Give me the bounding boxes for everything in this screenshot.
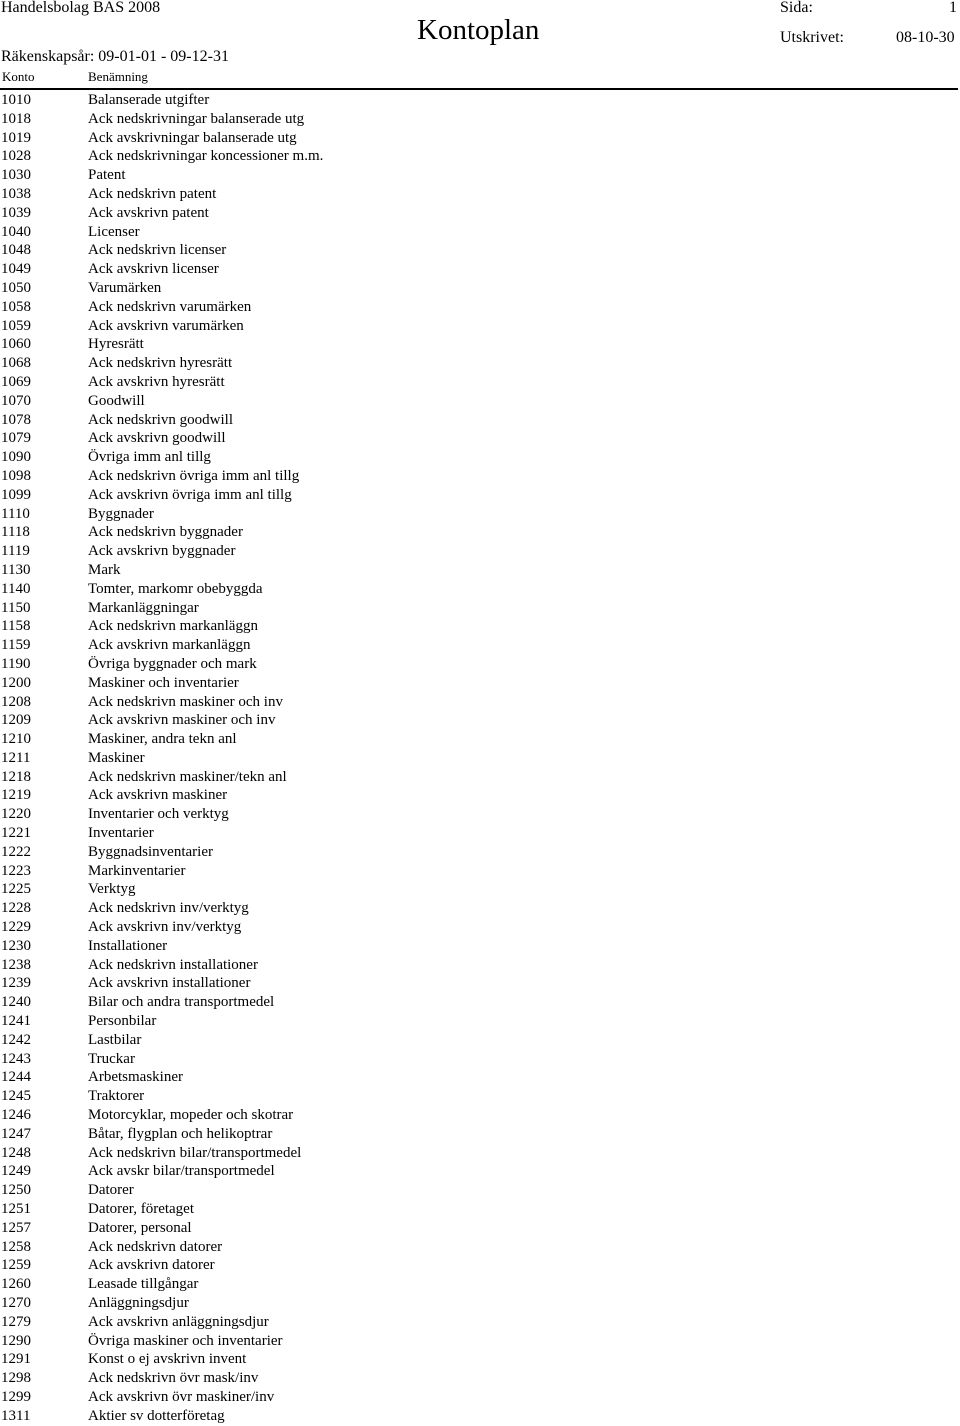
account-code: 1079 (1, 430, 31, 447)
account-row (0, 1238, 960, 1257)
account-row (0, 786, 960, 805)
account-name: Maskiner och inventarier (88, 674, 239, 691)
account-code: 1279 (1, 1313, 31, 1330)
account-row (0, 317, 960, 336)
account-row (0, 185, 960, 204)
account-name: Ack avskr bilar/transportmedel (88, 1163, 275, 1180)
account-row (0, 768, 960, 787)
account-code: 1222 (1, 843, 31, 860)
account-name: Traktorer (88, 1088, 145, 1105)
account-name: Ack nedskrivn datorer (88, 1238, 223, 1255)
account-code: 1250 (1, 1182, 31, 1199)
account-code: 1028 (1, 148, 31, 165)
account-row (0, 974, 960, 993)
account-name: Verktyg (88, 881, 136, 898)
account-code: 1070 (1, 392, 31, 409)
account-code: 1291 (1, 1351, 31, 1368)
account-code: 1246 (1, 1107, 31, 1124)
account-name: Inventarier och verktyg (88, 806, 229, 823)
account-row (0, 1031, 960, 1050)
account-name: Datorer, personal (88, 1219, 192, 1236)
account-name: Aktier sv dotterföretag (88, 1407, 225, 1424)
account-name: Patent (88, 167, 126, 184)
account-name: Ack nedskrivningar koncessioner m.m. (88, 148, 324, 165)
account-name: Lastbilar (88, 1031, 142, 1048)
account-row (0, 1407, 960, 1426)
account-row (0, 880, 960, 899)
account-code: 1038 (1, 185, 31, 202)
account-row (0, 1219, 960, 1238)
account-name: Anläggningsdjur (88, 1295, 189, 1311)
account-code: 1210 (1, 731, 31, 748)
account-name: Licenser (88, 223, 140, 240)
account-code: 1209 (1, 712, 31, 729)
account-row (0, 674, 960, 693)
account-row (0, 1144, 960, 1163)
account-code: 1270 (1, 1295, 31, 1311)
account-row (0, 1200, 960, 1219)
account-name: Maskiner (88, 749, 145, 766)
account-row (0, 279, 960, 298)
account-row (0, 1087, 960, 1106)
account-name: Ack nedskrivningar balanserade utg (88, 110, 305, 127)
printed-date-label: Utskrivet: (780, 29, 844, 46)
account-code: 1242 (1, 1031, 31, 1048)
account-code: 1257 (1, 1219, 31, 1236)
account-row (0, 166, 960, 185)
account-code: 1048 (1, 242, 31, 259)
account-code: 1010 (1, 92, 31, 108)
account-code: 1030 (1, 167, 31, 184)
account-code: 1119 (1, 543, 30, 560)
account-row (0, 1125, 960, 1144)
account-name: Motorcyklar, mopeder och skotrar (88, 1107, 294, 1124)
account-name: Konst o ej avskrivn invent (88, 1351, 247, 1368)
account-code: 1090 (1, 449, 31, 466)
account-code: 1248 (1, 1144, 31, 1161)
account-row (0, 223, 960, 242)
account-code: 1247 (1, 1125, 31, 1142)
account-code: 1018 (1, 110, 31, 127)
page-number-label: Sida: (780, 0, 813, 16)
account-name: Ack nedskrivn inv/verktyg (88, 900, 249, 917)
account-code: 1243 (1, 1050, 31, 1067)
account-name: Datorer, företaget (88, 1201, 195, 1218)
account-row (0, 298, 960, 317)
account-name: Ack avskrivn installationer (88, 975, 251, 992)
account-row (0, 486, 960, 505)
account-name: Ack nedskrivn licenser (88, 242, 227, 259)
account-code: 1158 (1, 618, 31, 635)
account-name: Ack nedskrivn patent (88, 185, 217, 202)
account-name: Truckar (88, 1050, 135, 1067)
account-code: 1244 (1, 1069, 31, 1086)
account-name: Ack avskrivn maskiner och inv (88, 712, 276, 729)
account-name: Ack nedskrivn maskiner och inv (88, 693, 283, 710)
account-name: Övriga maskiner och inventarier (88, 1332, 283, 1349)
account-row (0, 730, 960, 749)
account-code: 1220 (1, 806, 31, 823)
account-code: 1049 (1, 261, 31, 278)
account-row (0, 1181, 960, 1200)
account-row (0, 1313, 960, 1332)
account-row (0, 1068, 960, 1087)
account-name: Ack avskrivn övriga imm anl tillg (88, 486, 292, 503)
account-row (0, 937, 960, 956)
account-name: Datorer (88, 1182, 134, 1199)
account-name: Hyresrätt (88, 336, 144, 353)
account-name: Arbetsmaskiner (88, 1069, 183, 1086)
account-name: Markanläggningar (88, 599, 199, 616)
account-name: Ack nedskrivn goodwill (88, 411, 233, 428)
account-code: 1259 (1, 1257, 31, 1274)
account-row (0, 580, 960, 599)
account-code: 1258 (1, 1238, 31, 1255)
account-name: Ack nedskrivn hyresrätt (88, 355, 233, 372)
account-row (0, 373, 960, 392)
account-code: 1311 (1, 1407, 31, 1424)
page-number: 1 (949, 0, 957, 16)
account-name: Ack nedskrivn byggnader (88, 524, 243, 541)
account-row (0, 1350, 960, 1369)
account-name: Byggnadsinventarier (88, 843, 213, 860)
account-list (0, 91, 960, 1426)
account-name: Ack avskrivningar balanserade utg (88, 129, 297, 146)
account-code: 1228 (1, 900, 31, 917)
account-code: 1218 (1, 768, 31, 785)
account-name: Ack nedskrivn bilar/transportmedel (88, 1144, 302, 1161)
account-code: 1150 (1, 599, 31, 616)
account-name: Ack nedskrivn varumärken (88, 298, 252, 315)
account-code: 1251 (1, 1201, 31, 1218)
account-row (0, 655, 960, 674)
account-name: Installationer (88, 937, 168, 954)
account-name: Övriga imm anl tillg (88, 449, 211, 466)
account-code: 1058 (1, 298, 31, 315)
account-name: Byggnader (88, 505, 154, 522)
account-name: Balanserade utgifter (88, 92, 210, 108)
account-row (0, 617, 960, 636)
account-code: 1060 (1, 336, 31, 353)
column-header-account: Konto (2, 69, 35, 84)
account-name: Ack avskrivn inv/verktyg (88, 919, 242, 936)
account-code: 1190 (1, 655, 31, 672)
account-name: Ack avskrivn markanläggn (88, 637, 251, 654)
account-code: 1245 (1, 1088, 31, 1105)
account-name: Ack nedskrivn övriga imm anl tillg (88, 467, 300, 484)
account-code: 1130 (1, 561, 31, 578)
account-row (0, 918, 960, 937)
account-row (0, 899, 960, 918)
account-row (0, 392, 960, 411)
account-name: Ack avskrivn hyresrätt (88, 373, 225, 390)
account-row (0, 749, 960, 768)
company-name: Handelsbolag BAS 2008 (1, 0, 161, 16)
account-name: Maskiner, andra tekn anl (88, 731, 237, 748)
account-name: Ack avskrivn patent (88, 204, 209, 221)
account-row (0, 956, 960, 975)
account-code: 1039 (1, 204, 31, 221)
account-row (0, 843, 960, 862)
account-code: 1298 (1, 1370, 31, 1387)
account-name: Båtar, flygplan och helikoptrar (88, 1125, 273, 1142)
account-name: Ack nedskrivn installationer (88, 956, 258, 973)
account-name: Ack avskrivn licenser (88, 261, 219, 278)
account-code: 1229 (1, 919, 31, 936)
account-row (0, 505, 960, 524)
account-code: 1238 (1, 956, 31, 973)
account-row (0, 711, 960, 730)
account-name: Markinventarier (88, 862, 186, 879)
account-row (0, 1050, 960, 1069)
account-code: 1118 (1, 524, 30, 541)
header-divider (0, 88, 958, 90)
account-row (0, 993, 960, 1012)
account-name: Mark (88, 561, 121, 578)
account-code: 1230 (1, 937, 31, 954)
account-code: 1099 (1, 486, 31, 503)
account-row (0, 467, 960, 486)
account-row (0, 636, 960, 655)
account-row (0, 1162, 960, 1181)
account-name: Ack avskrivn byggnader (88, 543, 236, 560)
account-row (0, 1256, 960, 1275)
account-name: Inventarier (88, 825, 154, 842)
account-name: Bilar och andra transportmedel (88, 994, 275, 1011)
account-row (0, 260, 960, 279)
account-code: 1299 (1, 1388, 31, 1405)
account-name: Ack avskrivn goodwill (88, 430, 226, 447)
account-row (0, 429, 960, 448)
account-code: 1140 (1, 580, 31, 597)
account-row (0, 204, 960, 223)
column-header-name: Benämning (88, 69, 148, 84)
account-row (0, 862, 960, 881)
account-row (0, 448, 960, 467)
account-code: 1225 (1, 881, 31, 898)
printed-date: 08-10-30 (896, 29, 955, 46)
account-code: 1159 (1, 637, 31, 654)
account-name: Leasade tillgångar (88, 1276, 199, 1293)
account-code: 1290 (1, 1332, 31, 1349)
account-row (0, 693, 960, 712)
account-code: 1050 (1, 279, 31, 296)
account-row (0, 129, 960, 148)
account-code: 1019 (1, 129, 31, 146)
account-code: 1068 (1, 355, 31, 372)
account-row (0, 1332, 960, 1351)
account-name: Goodwill (88, 392, 145, 409)
account-row (0, 1106, 960, 1125)
account-row (0, 1388, 960, 1407)
page-title: Kontoplan (417, 14, 540, 46)
account-name: Ack avskrivn maskiner (88, 787, 228, 804)
account-code: 1069 (1, 373, 31, 390)
account-code: 1260 (1, 1276, 31, 1293)
account-row (0, 542, 960, 561)
account-code: 1221 (1, 825, 31, 842)
account-name: Ack nedskrivn markanläggn (88, 618, 258, 635)
account-row (0, 523, 960, 542)
account-code: 1059 (1, 317, 31, 334)
account-code: 1249 (1, 1163, 31, 1180)
account-code: 1078 (1, 411, 31, 428)
account-row (0, 354, 960, 373)
account-row (0, 1294, 960, 1313)
account-row (0, 561, 960, 580)
account-code: 1241 (1, 1013, 31, 1030)
account-name: Övriga byggnader och mark (88, 655, 257, 672)
account-code: 1110 (1, 505, 30, 522)
account-code: 1200 (1, 674, 31, 691)
account-code: 1098 (1, 467, 31, 484)
account-row (0, 599, 960, 618)
account-code: 1223 (1, 862, 31, 879)
account-row (0, 1275, 960, 1294)
account-row (0, 241, 960, 260)
account-row (0, 824, 960, 843)
account-code: 1240 (1, 994, 31, 1011)
account-name: Ack avskrivn övr maskiner/inv (88, 1388, 275, 1405)
account-row (0, 1012, 960, 1031)
account-name: Personbilar (88, 1013, 157, 1030)
account-row (0, 335, 960, 354)
account-row (0, 110, 960, 129)
account-row (0, 411, 960, 430)
account-code: 1040 (1, 223, 31, 240)
account-name: Ack avskrivn anläggningsdjur (88, 1313, 269, 1330)
account-row (0, 147, 960, 166)
account-name: Varumärken (88, 279, 162, 296)
account-name: Tomter, markomr obebyggda (88, 580, 263, 597)
account-row (0, 1369, 960, 1388)
account-name: Ack nedskrivn övr mask/inv (88, 1370, 259, 1387)
account-code: 1208 (1, 693, 31, 710)
account-code: 1219 (1, 787, 31, 804)
fiscal-year: Räkenskapsår: 09-01-01 - 09-12-31 (1, 48, 229, 65)
account-name: Ack avskrivn varumärken (88, 317, 244, 334)
account-code: 1239 (1, 975, 31, 992)
account-row (0, 805, 960, 824)
account-row (0, 91, 960, 110)
account-name: Ack nedskrivn maskiner/tekn anl (88, 768, 287, 785)
account-code: 1211 (1, 749, 31, 766)
account-name: Ack avskrivn datorer (88, 1257, 215, 1274)
